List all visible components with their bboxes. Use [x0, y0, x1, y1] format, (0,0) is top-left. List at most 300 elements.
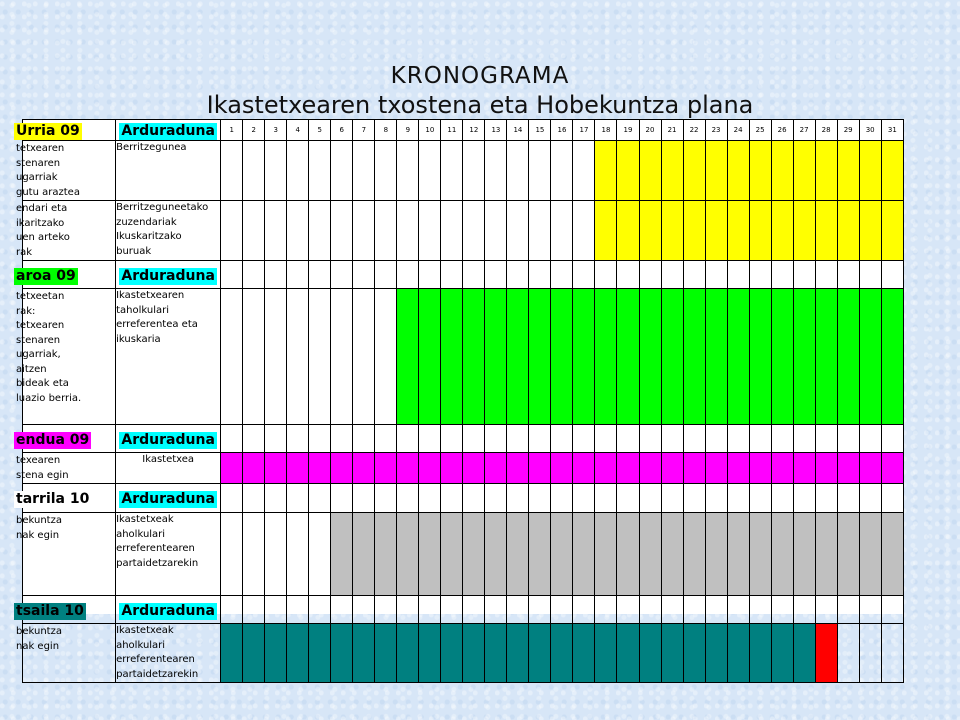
scheduled-day-cell[interactable] — [573, 624, 595, 683]
day-cell[interactable] — [595, 484, 617, 513]
day-number-11[interactable]: 11 — [441, 120, 463, 141]
day-number-24[interactable]: 24 — [727, 120, 749, 141]
task-cell[interactable] — [16, 453, 116, 484]
day-cell[interactable] — [441, 201, 463, 261]
day-cell[interactable] — [683, 484, 705, 513]
scheduled-day-cell[interactable] — [507, 624, 529, 683]
day-cell[interactable] — [243, 261, 265, 289]
scheduled-day-cell[interactable] — [749, 453, 771, 484]
scheduled-day-cell[interactable] — [617, 201, 639, 261]
scheduled-day-cell[interactable] — [265, 453, 287, 484]
day-number-13[interactable]: 13 — [485, 120, 507, 141]
scheduled-day-cell[interactable] — [705, 201, 727, 261]
scheduled-day-cell[interactable] — [309, 624, 331, 683]
scheduled-day-cell[interactable] — [815, 453, 837, 484]
day-cell[interactable] — [529, 261, 551, 289]
scheduled-day-cell[interactable] — [397, 453, 419, 484]
day-cell[interactable] — [749, 261, 771, 289]
scheduled-day-cell[interactable] — [529, 624, 551, 683]
task-cell[interactable] — [16, 201, 116, 261]
day-cell[interactable] — [705, 261, 727, 289]
day-cell[interactable] — [397, 141, 419, 201]
day-cell[interactable] — [287, 484, 309, 513]
day-cell[interactable] — [287, 201, 309, 261]
day-number-6[interactable]: 6 — [331, 120, 353, 141]
day-cell[interactable] — [749, 484, 771, 513]
scheduled-day-cell[interactable] — [771, 289, 793, 425]
day-cell[interactable] — [573, 261, 595, 289]
scheduled-day-cell[interactable] — [309, 453, 331, 484]
day-cell[interactable] — [463, 596, 485, 624]
scheduled-day-cell[interactable] — [661, 289, 683, 425]
day-number-30[interactable]: 30 — [859, 120, 881, 141]
scheduled-day-cell[interactable] — [353, 513, 375, 596]
day-number-26[interactable]: 26 — [771, 120, 793, 141]
day-cell[interactable] — [309, 289, 331, 425]
scheduled-day-cell[interactable] — [419, 289, 441, 425]
day-cell[interactable] — [419, 596, 441, 624]
scheduled-day-cell[interactable] — [705, 513, 727, 596]
scheduled-day-cell[interactable] — [749, 289, 771, 425]
day-cell[interactable] — [265, 425, 287, 453]
day-cell[interactable] — [529, 596, 551, 624]
day-cell[interactable] — [243, 596, 265, 624]
day-cell[interactable] — [265, 289, 287, 425]
day-cell[interactable] — [639, 261, 661, 289]
day-cell[interactable] — [309, 261, 331, 289]
day-cell[interactable] — [353, 484, 375, 513]
day-cell[interactable] — [353, 261, 375, 289]
day-cell[interactable] — [265, 141, 287, 201]
day-cell[interactable] — [287, 141, 309, 201]
day-number-5[interactable]: 5 — [309, 120, 331, 141]
day-cell[interactable] — [331, 484, 353, 513]
scheduled-day-cell[interactable] — [683, 624, 705, 683]
day-cell[interactable] — [815, 484, 837, 513]
day-cell[interactable] — [551, 596, 573, 624]
day-cell[interactable] — [287, 289, 309, 425]
scheduled-day-cell[interactable] — [375, 453, 397, 484]
day-number-14[interactable]: 14 — [507, 120, 529, 141]
scheduled-day-cell[interactable] — [793, 201, 815, 261]
scheduled-day-cell[interactable] — [573, 289, 595, 425]
day-cell[interactable] — [485, 141, 507, 201]
day-cell[interactable] — [705, 484, 727, 513]
responsible-cell[interactable] — [116, 624, 221, 683]
scheduled-day-cell[interactable] — [419, 513, 441, 596]
day-cell[interactable] — [661, 484, 683, 513]
day-cell[interactable] — [617, 484, 639, 513]
scheduled-day-cell[interactable] — [639, 289, 661, 425]
day-cell[interactable] — [309, 484, 331, 513]
responsible-header-cell[interactable] — [116, 425, 221, 453]
day-cell[interactable] — [375, 484, 397, 513]
day-cell[interactable] — [441, 261, 463, 289]
day-cell[interactable] — [881, 624, 903, 683]
day-number-15[interactable]: 15 — [529, 120, 551, 141]
scheduled-day-cell[interactable] — [221, 453, 243, 484]
scheduled-day-cell[interactable] — [771, 624, 793, 683]
month-label-cell[interactable] — [16, 120, 116, 141]
scheduled-day-cell[interactable] — [353, 624, 375, 683]
scheduled-day-cell[interactable] — [661, 453, 683, 484]
day-cell[interactable] — [463, 425, 485, 453]
scheduled-day-cell[interactable] — [661, 201, 683, 261]
scheduled-day-cell[interactable] — [485, 289, 507, 425]
day-cell[interactable] — [507, 484, 529, 513]
day-cell[interactable] — [859, 484, 881, 513]
day-cell[interactable] — [331, 425, 353, 453]
task-cell[interactable] — [16, 289, 116, 425]
task-cell[interactable] — [16, 513, 116, 596]
scheduled-day-cell[interactable] — [221, 624, 243, 683]
day-cell[interactable] — [551, 201, 573, 261]
day-number-9[interactable]: 9 — [397, 120, 419, 141]
day-cell[interactable] — [639, 425, 661, 453]
scheduled-day-cell[interactable] — [463, 289, 485, 425]
scheduled-day-cell[interactable] — [705, 624, 727, 683]
day-cell[interactable] — [331, 289, 353, 425]
scheduled-day-cell[interactable] — [441, 513, 463, 596]
scheduled-day-cell[interactable] — [793, 289, 815, 425]
day-cell[interactable] — [573, 201, 595, 261]
scheduled-day-cell[interactable] — [727, 453, 749, 484]
day-cell[interactable] — [617, 425, 639, 453]
task-cell[interactable] — [16, 624, 116, 683]
day-number-22[interactable]: 22 — [683, 120, 705, 141]
scheduled-day-cell[interactable] — [771, 201, 793, 261]
scheduled-day-cell[interactable] — [463, 624, 485, 683]
day-number-3[interactable]: 3 — [265, 120, 287, 141]
day-cell[interactable] — [419, 425, 441, 453]
scheduled-day-cell[interactable] — [573, 453, 595, 484]
scheduled-day-cell[interactable] — [419, 624, 441, 683]
day-cell[interactable] — [529, 201, 551, 261]
day-cell[interactable] — [727, 425, 749, 453]
scheduled-day-cell[interactable] — [397, 289, 419, 425]
day-cell[interactable] — [793, 484, 815, 513]
day-cell[interactable] — [221, 425, 243, 453]
day-cell[interactable] — [727, 261, 749, 289]
day-cell[interactable] — [265, 596, 287, 624]
scheduled-day-cell[interactable] — [595, 624, 617, 683]
day-cell[interactable] — [221, 289, 243, 425]
responsible-cell[interactable] — [116, 453, 221, 484]
scheduled-day-cell[interactable] — [595, 453, 617, 484]
scheduled-day-cell[interactable] — [595, 289, 617, 425]
scheduled-day-cell[interactable] — [441, 289, 463, 425]
day-cell[interactable] — [683, 261, 705, 289]
scheduled-day-cell[interactable] — [463, 453, 485, 484]
day-cell[interactable] — [353, 141, 375, 201]
scheduled-day-cell[interactable] — [617, 141, 639, 201]
day-cell[interactable] — [485, 596, 507, 624]
scheduled-day-cell[interactable] — [595, 141, 617, 201]
day-cell[interactable] — [441, 484, 463, 513]
day-cell[interactable] — [837, 425, 859, 453]
scheduled-day-cell[interactable] — [683, 289, 705, 425]
day-cell[interactable] — [419, 141, 441, 201]
day-cell[interactable] — [815, 596, 837, 624]
scheduled-day-cell[interactable] — [859, 513, 881, 596]
day-number-18[interactable]: 18 — [595, 120, 617, 141]
scheduled-day-cell[interactable] — [529, 289, 551, 425]
day-cell[interactable] — [375, 289, 397, 425]
day-cell[interactable] — [309, 513, 331, 596]
scheduled-day-cell[interactable] — [727, 141, 749, 201]
day-cell[interactable] — [815, 261, 837, 289]
scheduled-day-cell[interactable] — [507, 453, 529, 484]
day-cell[interactable] — [881, 261, 903, 289]
month-label-cell[interactable] — [16, 425, 116, 453]
scheduled-day-cell[interactable] — [881, 513, 903, 596]
day-cell[interactable] — [221, 484, 243, 513]
scheduled-day-cell[interactable] — [639, 141, 661, 201]
scheduled-day-cell[interactable] — [727, 624, 749, 683]
milestone-cell[interactable] — [815, 624, 837, 683]
day-cell[interactable] — [265, 261, 287, 289]
day-cell[interactable] — [837, 596, 859, 624]
day-cell[interactable] — [419, 261, 441, 289]
scheduled-day-cell[interactable] — [683, 453, 705, 484]
day-cell[interactable] — [573, 484, 595, 513]
scheduled-day-cell[interactable] — [881, 289, 903, 425]
day-cell[interactable] — [595, 425, 617, 453]
scheduled-day-cell[interactable] — [683, 141, 705, 201]
day-cell[interactable] — [727, 596, 749, 624]
day-cell[interactable] — [639, 596, 661, 624]
day-number-12[interactable]: 12 — [463, 120, 485, 141]
day-cell[interactable] — [859, 425, 881, 453]
scheduled-day-cell[interactable] — [683, 513, 705, 596]
day-cell[interactable] — [771, 425, 793, 453]
scheduled-day-cell[interactable] — [749, 513, 771, 596]
scheduled-day-cell[interactable] — [639, 453, 661, 484]
day-number-8[interactable]: 8 — [375, 120, 397, 141]
day-cell[interactable] — [573, 425, 595, 453]
day-cell[interactable] — [859, 596, 881, 624]
day-cell[interactable] — [243, 289, 265, 425]
scheduled-day-cell[interactable] — [529, 453, 551, 484]
day-cell[interactable] — [397, 484, 419, 513]
scheduled-day-cell[interactable] — [859, 453, 881, 484]
day-cell[interactable] — [265, 513, 287, 596]
scheduled-day-cell[interactable] — [815, 513, 837, 596]
day-number-1[interactable]: 1 — [221, 120, 243, 141]
scheduled-day-cell[interactable] — [375, 624, 397, 683]
day-cell[interactable] — [265, 201, 287, 261]
day-cell[interactable] — [397, 425, 419, 453]
scheduled-day-cell[interactable] — [683, 201, 705, 261]
day-cell[interactable] — [221, 201, 243, 261]
day-cell[interactable] — [287, 513, 309, 596]
scheduled-day-cell[interactable] — [837, 453, 859, 484]
scheduled-day-cell[interactable] — [617, 624, 639, 683]
day-cell[interactable] — [331, 141, 353, 201]
day-cell[interactable] — [617, 596, 639, 624]
day-cell[interactable] — [463, 261, 485, 289]
scheduled-day-cell[interactable] — [859, 141, 881, 201]
day-cell[interactable] — [881, 425, 903, 453]
scheduled-day-cell[interactable] — [573, 513, 595, 596]
day-cell[interactable] — [551, 261, 573, 289]
day-cell[interactable] — [485, 425, 507, 453]
day-cell[interactable] — [485, 261, 507, 289]
day-cell[interactable] — [793, 596, 815, 624]
responsible-header-cell[interactable] — [116, 484, 221, 513]
day-cell[interactable] — [485, 201, 507, 261]
day-cell[interactable] — [507, 201, 529, 261]
day-number-7[interactable]: 7 — [353, 120, 375, 141]
scheduled-day-cell[interactable] — [705, 289, 727, 425]
day-cell[interactable] — [441, 141, 463, 201]
scheduled-day-cell[interactable] — [441, 624, 463, 683]
scheduled-day-cell[interactable] — [837, 289, 859, 425]
day-cell[interactable] — [749, 596, 771, 624]
scheduled-day-cell[interactable] — [397, 513, 419, 596]
day-cell[interactable] — [353, 289, 375, 425]
day-cell[interactable] — [507, 425, 529, 453]
scheduled-day-cell[interactable] — [727, 513, 749, 596]
day-cell[interactable] — [771, 484, 793, 513]
responsible-cell[interactable] — [116, 201, 221, 261]
day-number-28[interactable]: 28 — [815, 120, 837, 141]
day-cell[interactable] — [617, 261, 639, 289]
scheduled-day-cell[interactable] — [815, 201, 837, 261]
day-cell[interactable] — [529, 141, 551, 201]
day-number-29[interactable]: 29 — [837, 120, 859, 141]
scheduled-day-cell[interactable] — [529, 513, 551, 596]
scheduled-day-cell[interactable] — [749, 201, 771, 261]
day-cell[interactable] — [529, 425, 551, 453]
day-cell[interactable] — [793, 261, 815, 289]
day-number-25[interactable]: 25 — [749, 120, 771, 141]
day-cell[interactable] — [859, 624, 881, 683]
day-cell[interactable] — [573, 596, 595, 624]
day-cell[interactable] — [661, 425, 683, 453]
day-cell[interactable] — [375, 425, 397, 453]
day-cell[interactable] — [331, 201, 353, 261]
scheduled-day-cell[interactable] — [595, 201, 617, 261]
day-cell[interactable] — [463, 141, 485, 201]
day-cell[interactable] — [221, 261, 243, 289]
scheduled-day-cell[interactable] — [551, 289, 573, 425]
scheduled-day-cell[interactable] — [331, 513, 353, 596]
day-cell[interactable] — [243, 513, 265, 596]
responsible-header-cell[interactable] — [116, 596, 221, 624]
day-cell[interactable] — [309, 201, 331, 261]
scheduled-day-cell[interactable] — [815, 289, 837, 425]
day-cell[interactable] — [551, 425, 573, 453]
day-cell[interactable] — [595, 596, 617, 624]
responsible-header-cell[interactable] — [116, 261, 221, 289]
scheduled-day-cell[interactable] — [353, 453, 375, 484]
day-cell[interactable] — [375, 141, 397, 201]
scheduled-day-cell[interactable] — [617, 289, 639, 425]
day-number-20[interactable]: 20 — [639, 120, 661, 141]
scheduled-day-cell[interactable] — [287, 624, 309, 683]
scheduled-day-cell[interactable] — [507, 289, 529, 425]
scheduled-day-cell[interactable] — [287, 453, 309, 484]
day-cell[interactable] — [309, 596, 331, 624]
day-cell[interactable] — [243, 201, 265, 261]
day-cell[interactable] — [309, 425, 331, 453]
day-cell[interactable] — [705, 596, 727, 624]
scheduled-day-cell[interactable] — [419, 453, 441, 484]
responsible-header-cell[interactable] — [116, 120, 221, 141]
scheduled-day-cell[interactable] — [485, 624, 507, 683]
scheduled-day-cell[interactable] — [265, 624, 287, 683]
day-cell[interactable] — [353, 201, 375, 261]
scheduled-day-cell[interactable] — [793, 513, 815, 596]
scheduled-day-cell[interactable] — [727, 201, 749, 261]
day-cell[interactable] — [397, 261, 419, 289]
scheduled-day-cell[interactable] — [749, 141, 771, 201]
scheduled-day-cell[interactable] — [485, 513, 507, 596]
scheduled-day-cell[interactable] — [639, 201, 661, 261]
scheduled-day-cell[interactable] — [507, 513, 529, 596]
day-cell[interactable] — [771, 596, 793, 624]
day-cell[interactable] — [551, 484, 573, 513]
scheduled-day-cell[interactable] — [793, 141, 815, 201]
day-cell[interactable] — [837, 624, 859, 683]
day-cell[interactable] — [441, 596, 463, 624]
scheduled-day-cell[interactable] — [793, 453, 815, 484]
day-cell[interactable] — [375, 596, 397, 624]
scheduled-day-cell[interactable] — [837, 201, 859, 261]
day-cell[interactable] — [419, 484, 441, 513]
day-cell[interactable] — [793, 425, 815, 453]
scheduled-day-cell[interactable] — [551, 513, 573, 596]
day-cell[interactable] — [287, 261, 309, 289]
day-number-31[interactable]: 31 — [881, 120, 903, 141]
day-number-10[interactable]: 10 — [419, 120, 441, 141]
scheduled-day-cell[interactable] — [243, 453, 265, 484]
scheduled-day-cell[interactable] — [661, 624, 683, 683]
day-number-16[interactable]: 16 — [551, 120, 573, 141]
day-number-4[interactable]: 4 — [287, 120, 309, 141]
scheduled-day-cell[interactable] — [881, 453, 903, 484]
day-cell[interactable] — [507, 596, 529, 624]
scheduled-day-cell[interactable] — [793, 624, 815, 683]
scheduled-day-cell[interactable] — [705, 453, 727, 484]
day-cell[interactable] — [661, 261, 683, 289]
day-cell[interactable] — [595, 261, 617, 289]
task-cell[interactable] — [16, 141, 116, 201]
day-cell[interactable] — [331, 261, 353, 289]
day-cell[interactable] — [243, 425, 265, 453]
day-cell[interactable] — [485, 484, 507, 513]
scheduled-day-cell[interactable] — [463, 513, 485, 596]
day-cell[interactable] — [243, 141, 265, 201]
scheduled-day-cell[interactable] — [551, 624, 573, 683]
day-cell[interactable] — [221, 141, 243, 201]
scheduled-day-cell[interactable] — [771, 513, 793, 596]
scheduled-day-cell[interactable] — [881, 201, 903, 261]
day-cell[interactable] — [221, 513, 243, 596]
scheduled-day-cell[interactable] — [771, 141, 793, 201]
responsible-cell[interactable] — [116, 289, 221, 425]
day-cell[interactable] — [331, 596, 353, 624]
day-cell[interactable] — [507, 261, 529, 289]
day-cell[interactable] — [243, 484, 265, 513]
day-cell[interactable] — [353, 425, 375, 453]
responsible-cell[interactable] — [116, 141, 221, 201]
scheduled-day-cell[interactable] — [771, 453, 793, 484]
responsible-cell[interactable] — [116, 513, 221, 596]
scheduled-day-cell[interactable] — [595, 513, 617, 596]
scheduled-day-cell[interactable] — [397, 624, 419, 683]
